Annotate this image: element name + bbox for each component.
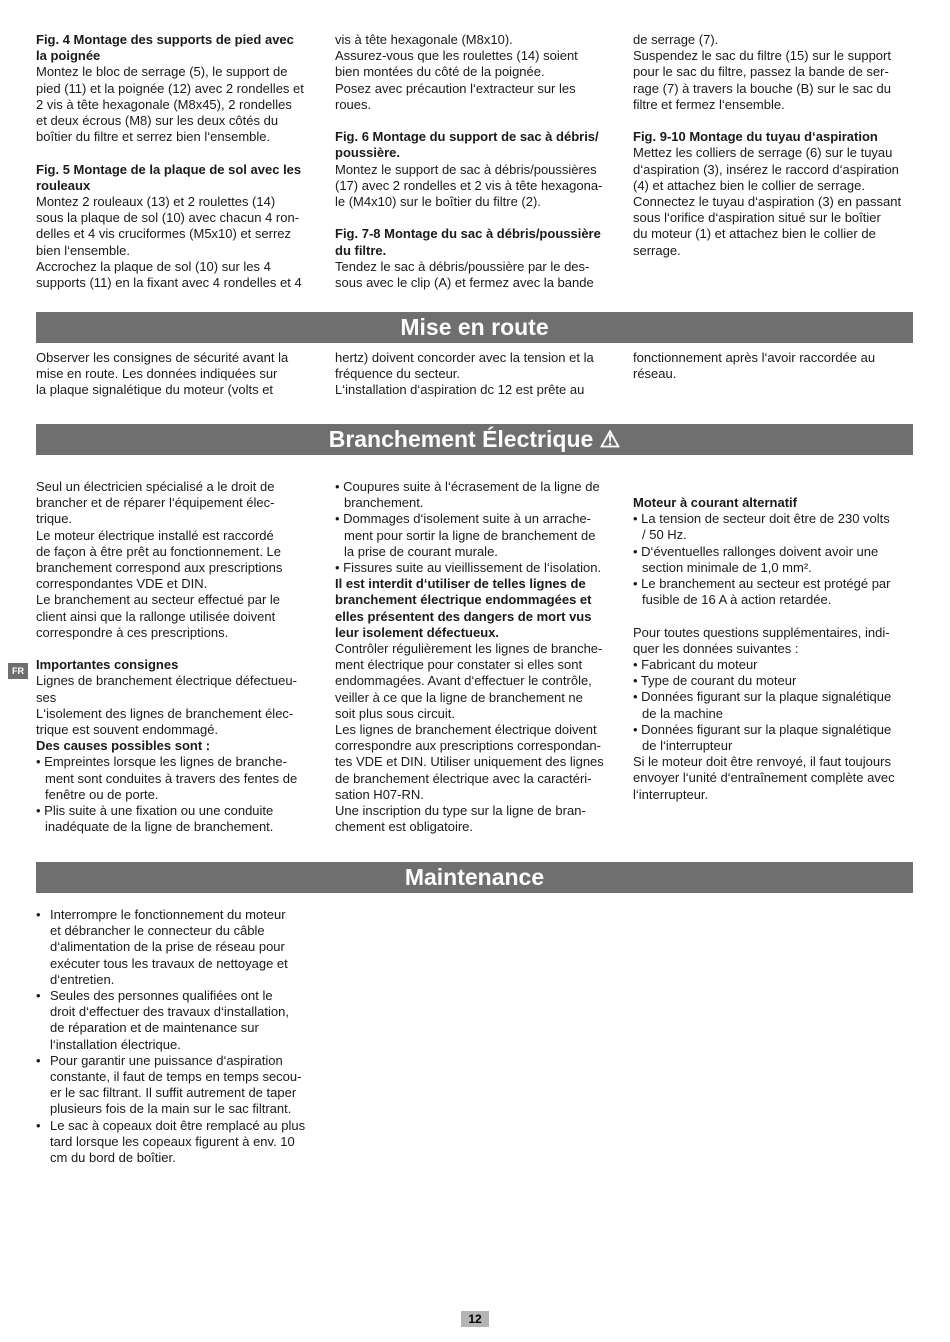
text-line: ses (36, 689, 57, 705)
text-line: mise en route. Les données indiquées sur (36, 366, 278, 382)
text-line: / 50 Hz. (642, 527, 687, 543)
text-line: d‘entretien. (50, 971, 115, 987)
text-line: Le moteur électrique installé est raccordé (36, 527, 274, 543)
heading-line: Importantes consignes (36, 657, 179, 673)
text-line: serrage. (633, 242, 681, 258)
text-line: veiller à ce que la ligne de branchement ne (335, 689, 583, 705)
text-line: envoyer l‘unité d‘entraînement complète avec (633, 770, 895, 786)
startup-column-2 (335, 350, 617, 399)
text-line: Tendez le sac à débris/poussière par le des- (335, 258, 590, 274)
text-line: boîtier du filtre et serrez bien l‘ensemble. (36, 129, 271, 145)
text-line: supports (11) en la fixant avec 4 rondelles et 4 (36, 275, 302, 291)
text-line: chement est obligatoire. (335, 819, 474, 835)
text-line: droit d‘effectuer des travaux d‘installation, (50, 1004, 289, 1020)
text-line: de réparation et de maintenance sur (50, 1020, 259, 1036)
text-line: fusible de 16 A à action retardée. (642, 592, 832, 608)
heading-line: poussière. (335, 145, 401, 161)
text-line: Pour toutes questions supplémentaires, indi- (633, 624, 890, 640)
section-header-maintenance: Maintenance (36, 862, 913, 893)
text-line: fenêtre ou de porte. (45, 786, 159, 802)
text-line: correspondre à ces prescriptions. (36, 624, 229, 640)
text-line: bien l‘ensemble. (36, 242, 130, 258)
maintenance-item (36, 1118, 336, 1167)
maintenance-item (36, 1053, 336, 1118)
bullet-icon: • (36, 907, 41, 922)
paragraph-gap (633, 608, 915, 624)
heading-line: Fig. 7-8 Montage du sac à débris/poussière (335, 226, 601, 242)
heading-line: rouleaux (36, 177, 91, 193)
text-line: pour le sac du filtre, passez la bande de ser- (633, 64, 889, 80)
bullet-line: • Le branchement au secteur est protégé par (633, 576, 891, 592)
text-line: brancher et de réparer l‘équipement élec- (36, 495, 275, 511)
heading-line: branchement électrique endommagées et (335, 592, 592, 608)
text-line: Pour garantir une puissance d‘aspiration (50, 1052, 283, 1068)
section-header-startup: Mise en route (36, 312, 913, 343)
text-line: Montez le bloc de serrage (5), le support de (36, 64, 288, 80)
text-line: inadéquate de la ligne de branchement. (45, 819, 274, 835)
text-line: réseau. (633, 366, 677, 382)
heading-line: Fig. 4 Montage des supports de pied avec (36, 32, 294, 47)
text-line: correspondre aux prescriptions correspondan- (335, 738, 601, 754)
bullet-icon: • (36, 1117, 41, 1133)
text-line: fréquence du secteur. (335, 366, 461, 382)
bullet-line: • Plis suite à une fixation ou une conduite (36, 803, 274, 819)
heading-line: la poignée (36, 48, 101, 64)
text-line: delles et 4 vis cruciformes (M5x10) et serrez (36, 226, 292, 242)
heading-line: du filtre. (335, 242, 387, 258)
text-line: section minimale de 1,0 mm². (642, 559, 812, 575)
text-line: plusieurs fois de la main sur le sac filtrant. (50, 1101, 292, 1117)
text-line: tes VDE et DIN. Utiliser uniquement des lignes (335, 754, 604, 770)
text-line: (4) et attachez bien le collier de serrage. (633, 177, 865, 193)
text-line: exécuter tous les travaux de nettoyage et (50, 955, 288, 971)
bullet-line: • Empreintes lorsque les lignes de branche- (36, 754, 287, 770)
text-line: de serrage (7). (633, 32, 719, 47)
text-line: (17) avec 2 rondelles et 2 vis à tête hexagona- (335, 177, 603, 193)
text-line: Lignes de branchement électrique défectueu- (36, 673, 297, 689)
text-line: sation H07-RN. (335, 786, 424, 802)
text-line: client ainsi que la rallonge utilisée doivent (36, 608, 276, 624)
text-line: ment électrique pour constater si elles sont (335, 657, 583, 673)
assembly-column-1 (36, 32, 318, 291)
electrical-column-3 (633, 495, 915, 803)
bullet-line: • La tension de secteur doit être de 230 volts (633, 511, 890, 527)
heading-line: Moteur à courant alternatif (633, 495, 797, 510)
heading-line: elles présentent des dangers de mort vus (335, 608, 592, 624)
text-line: sous la plaque de sol (10) avec chacun 4 ron- (36, 210, 300, 226)
text-line: soit plus sous circuit. (335, 705, 455, 721)
text-line: Suspendez le sac du filtre (15) sur le support (633, 48, 891, 64)
heading-line: Fig. 9-10 Montage du tuyau d‘aspiration (633, 129, 878, 145)
text-line: roues. (335, 96, 372, 112)
text-line: Interrompre le fonctionnement du moteur (50, 907, 286, 922)
text-line: de branchement électrique avec la caractéri- (335, 770, 592, 786)
text-line: le (M4x10) sur le boîtier du filtre (2). (335, 194, 541, 210)
paragraph-gap (335, 210, 617, 226)
bullet-line: • Dommages d‘isolement suite à un arrache- (335, 511, 592, 527)
text-line: tard lorsque les copeaux figurent à env. 10 (50, 1133, 295, 1149)
text-line: Seules des personnes qualifiées ont le (50, 988, 273, 1004)
text-line: trique est souvent endommagé. (36, 722, 219, 738)
maintenance-list (36, 907, 336, 1166)
bullet-line: • Fabricant du moteur (633, 657, 758, 673)
text-line: branchement correspond aux prescriptions (36, 560, 283, 576)
text-line: fonctionnement après l‘avoir raccordée au (633, 350, 876, 365)
bullet-line: • Coupures suite à l‘écrasement de la ligne de (335, 479, 600, 494)
assembly-column-3 (633, 32, 915, 259)
text-line: constante, il faut de temps en temps secou- (50, 1069, 302, 1085)
maintenance-item (36, 907, 336, 988)
startup-column-1 (36, 350, 318, 399)
text-line: trique. (36, 511, 73, 527)
text-line: correspondantes VDE et DIN. (36, 576, 208, 592)
text-line: la prise de courant murale. (344, 543, 498, 559)
text-line: 2 vis à tête hexagonale (M8x45), 2 rondelles (36, 96, 292, 112)
bullet-line: • D‘éventuelles rallonges doivent avoir une (633, 543, 879, 559)
text-line: Posez avec précaution l‘extracteur sur les (335, 80, 576, 96)
text-line: du moteur (1) et attachez bien le collier de (633, 226, 876, 242)
maintenance-item (36, 988, 336, 1053)
section-header-electrical: Branchement Électrique ⚠ (36, 424, 913, 455)
text-line: Assurez-vous que les roulettes (14) soient (335, 48, 578, 64)
bullet-line: • Type de courant du moteur (633, 673, 797, 689)
text-line: sous avec le clip (A) et fermez avec la bande (335, 275, 594, 291)
text-line: quer les données suivantes : (633, 640, 799, 656)
text-line: Le branchement au secteur effectué par le (36, 592, 281, 608)
text-line: d‘alimentation de la prise de réseau pour (50, 939, 285, 955)
heading-line: leur isolement défectueux. (335, 624, 499, 640)
text-line: Mettez les colliers de serrage (6) sur le tuyau (633, 145, 893, 161)
electrical-column-1 (36, 479, 318, 835)
heading-line: Il est interdit d‘utiliser de telles lignes de (335, 576, 586, 592)
startup-column-3 (633, 350, 915, 382)
bullet-icon: • (36, 1052, 41, 1068)
text-line: vis à tête hexagonale (M8x10). (335, 32, 513, 47)
bullet-line: • Fissures suite au vieillissement de l‘isolation. (335, 560, 602, 576)
text-line: Le sac à copeaux doit être remplacé au plus (50, 1117, 306, 1133)
text-line: l‘installation électrique. (50, 1036, 181, 1052)
text-line: filtre et fermez l‘ensemble. (633, 96, 785, 112)
text-line: et deux écrous (M8) sur les deux côtés du (36, 113, 279, 129)
text-line: d‘aspiration (3), insérez le raccord d‘aspiration (633, 161, 899, 177)
heading-line: Fig. 6 Montage du support de sac à débris/ (335, 129, 599, 145)
text-line: et débrancher le connecteur du câble (50, 923, 265, 939)
heading-line: Fig. 5 Montage de la plaque de sol avec les (36, 161, 302, 177)
paragraph-gap (633, 113, 915, 129)
text-line: Une inscription du type sur la ligne de bran- (335, 803, 586, 819)
assembly-column-2 (335, 32, 617, 291)
text-line: Montez le support de sac à débris/poussières (335, 161, 597, 177)
text-line: sous l‘orifice d‘aspiration situé sur le boîtier (633, 210, 881, 226)
text-line: rage (7) à travers la bouche (B) sur le sac du (633, 80, 891, 96)
text-line: cm du bord de boîtier. (50, 1150, 176, 1166)
text-line: de l‘interrupteur (642, 738, 733, 754)
text-line: hertz) doivent concorder avec la tension et la (335, 350, 594, 365)
paragraph-gap (36, 145, 318, 161)
text-line: l‘interrupteur. (633, 786, 709, 802)
text-line: la plaque signalétique du moteur (volts et (36, 382, 274, 398)
bullet-line: • Données figurant sur la plaque signalétique (633, 721, 892, 737)
text-line: branchement. (344, 495, 424, 511)
text-line: Contrôler régulièrement les lignes de branche- (335, 641, 603, 657)
text-line: Observer les consignes de sécurité avant la (36, 350, 289, 365)
text-line: ment sont conduites à travers des fentes de (45, 770, 298, 786)
text-line: Connectez le tuyau d‘aspiration (3) en passant (633, 194, 902, 210)
page-number: 12 (461, 1311, 489, 1327)
text-line: de façon à être prêt au fonctionnement. Le (36, 543, 282, 559)
text-line: Montez 2 rouleaux (13) et 2 roulettes (14) (36, 194, 276, 210)
heading-line: Des causes possibles sont : (36, 738, 211, 754)
bullet-line: • Données figurant sur la plaque signalétique (633, 689, 892, 705)
text-line: bien montées du côté de la poignée. (335, 64, 545, 80)
text-line: pied (11) et la poignée (12) avec 2 rondelles et (36, 80, 304, 96)
text-line: L‘installation d‘aspiration dc 12 est prête au (335, 382, 585, 398)
text-line: L‘isolement des lignes de branchement élec- (36, 705, 294, 721)
bullet-icon: • (36, 988, 41, 1004)
electrical-column-2 (335, 479, 617, 835)
language-tab: FR (8, 663, 28, 679)
text-line: Seul un électricien spécialisé a le droit de (36, 479, 275, 494)
text-line: Si le moteur doit être renvoyé, il faut toujours (633, 754, 891, 770)
text-line: Accrochez la plaque de sol (10) sur les 4 (36, 258, 271, 274)
text-line: ment pour sortir la ligne de branchement de (344, 527, 596, 543)
text-line: er le sac filtrant. Il suffit autrement de taper (50, 1085, 297, 1101)
paragraph-gap (335, 113, 617, 129)
paragraph-gap (36, 641, 318, 657)
text-line: de la machine (642, 705, 723, 721)
text-line: endommagées. Avant d‘effectuer le contrôle, (335, 673, 592, 689)
text-line: Les lignes de branchement électrique doivent (335, 722, 597, 738)
